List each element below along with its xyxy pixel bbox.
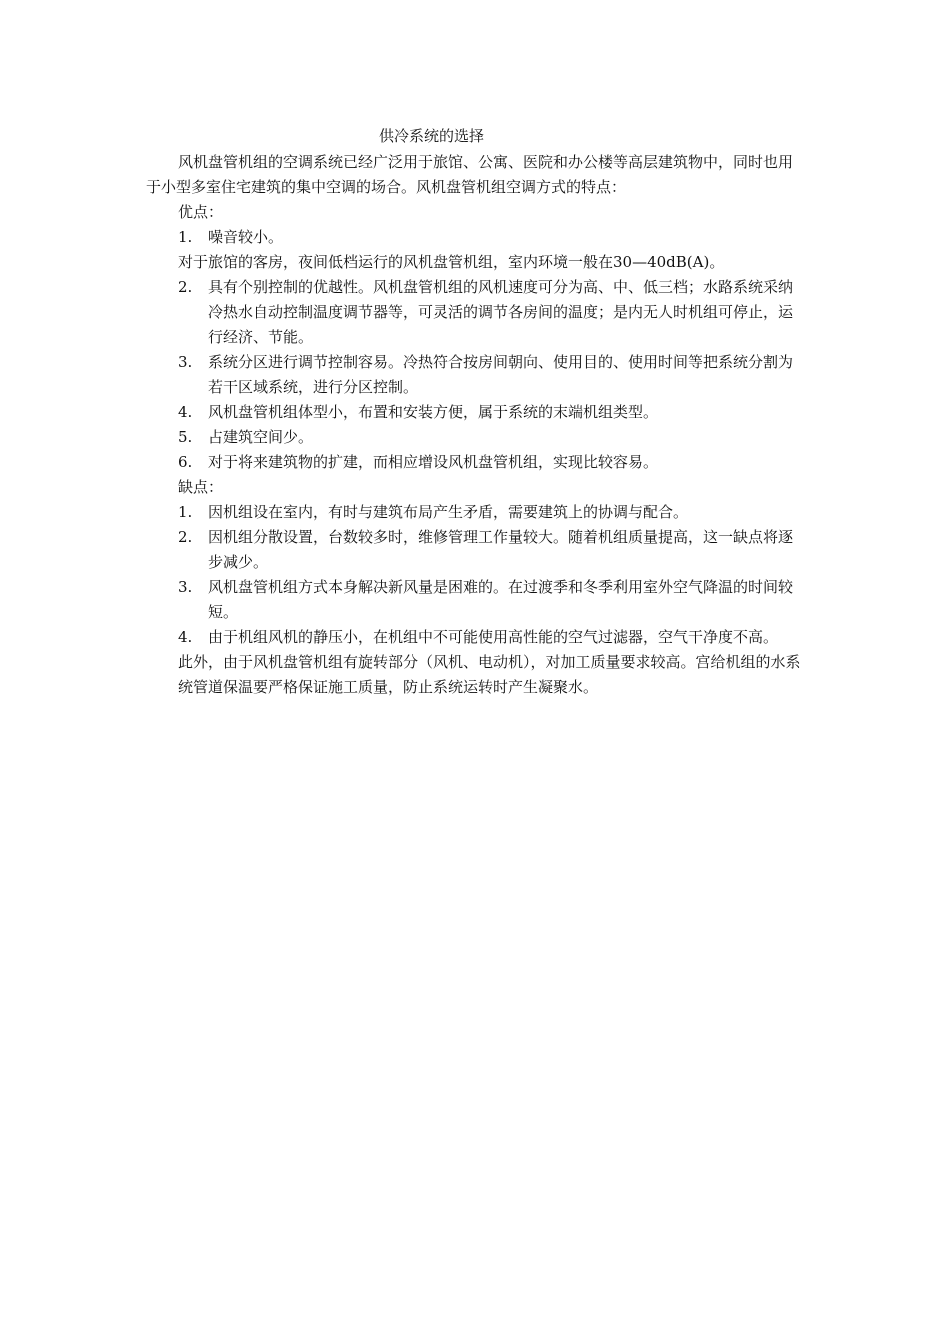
- intro-paragraph: 风机盘管机组的空调系统已经广泛用于旅馆、公寓、医院和办公楼等高层建筑物中，同时也用于小型多室住宅建筑的集中空调的场合。风机盘管机组空调方式的特点：: [146, 153, 794, 196]
- disadvantage-item-number: 3.: [178, 578, 193, 596]
- disadvantage-item-text: 因机组设在室内，有时与建筑布局产生矛盾，需要建筑上的协调与配合。: [208, 503, 689, 521]
- advantage-item-5: [146, 425, 806, 450]
- advantage-item-6: [146, 450, 806, 475]
- disadvantage-item-text: 由于机组风机的静压小，在机组中不可能使用高性能的空气过滤器，空气干净度不高。: [208, 628, 779, 646]
- disadvantage-item-2: [146, 525, 806, 575]
- disadvantage-item-number: 4.: [178, 628, 193, 646]
- disadvantage-item-3: [146, 575, 806, 625]
- advantage-item-text: 占建筑空间少。: [208, 428, 314, 446]
- document-title: 供冷系统的选择: [379, 127, 485, 145]
- advantage-item-number: 6.: [178, 453, 193, 471]
- disadvantage-item-text: 因机组分散设置，台数较多时，维修管理工作量较大。随着机组质量提高，这一缺点将逐步减少。: [208, 528, 794, 571]
- advantage-item-1: [146, 225, 806, 250]
- advantage-item-text: 对于将来建筑物的扩建，而相应增设风机盘管机组，实现比较容易。: [208, 453, 659, 471]
- closing-paragraph: 此外，由于风机盘管机组有旋转部分（风机、电动机），对加工质量要求较高。宫给机组的水系统管道保温要严格保证施工质量，防止系统运转时产生凝聚水。: [178, 653, 801, 696]
- advantages-heading: 优点：: [178, 203, 224, 221]
- disadvantages-heading: 缺点：: [178, 478, 224, 496]
- advantage-item-text: 系统分区进行调节控制容易。冷热符合按房间朝向、使用目的、使用时间等把系统分割为若干区域系统，进行分区控制。: [208, 353, 794, 396]
- advantage-item-2: [146, 275, 806, 350]
- advantage-item-number: 1.: [178, 228, 193, 246]
- advantage-item-4: [146, 400, 806, 425]
- disadvantage-item-4: [146, 625, 806, 650]
- advantage-item-number: 4.: [178, 403, 193, 421]
- disadvantage-item-number: 2.: [178, 528, 193, 546]
- advantage-item-number: 2.: [178, 278, 193, 296]
- disadvantage-item-text: 风机盘管机组方式本身解决新风量是困难的。在过渡季和冬季利用室外空气降温的时间较短。: [208, 578, 794, 621]
- advantage-item-number: 5.: [178, 428, 193, 446]
- document-body: [146, 150, 806, 700]
- disadvantage-item-1: [146, 500, 806, 525]
- advantage-item-text: 具有个别控制的优越性。风机盘管机组的风机速度可分为高、中、低三档；水路系统采纳冷热水自动控制温度调节器等，可灵活的调节各房间的温度；是内无人时机组可停止，运行经济、节能。: [208, 278, 794, 346]
- advantage-item-text: 噪音较小。: [208, 228, 284, 246]
- advantage-note: 对于旅馆的客房，夜间低档运行的风机盘管机组，室内环境一般在30—40dB(A)。: [178, 253, 725, 271]
- advantage-item-text: 风机盘管机组体型小，布置和安装方便，属于系统的末端机组类型。: [208, 403, 659, 421]
- advantage-item-number: 3.: [178, 353, 193, 371]
- disadvantage-item-number: 1.: [178, 503, 193, 521]
- advantage-item-3: [146, 350, 806, 400]
